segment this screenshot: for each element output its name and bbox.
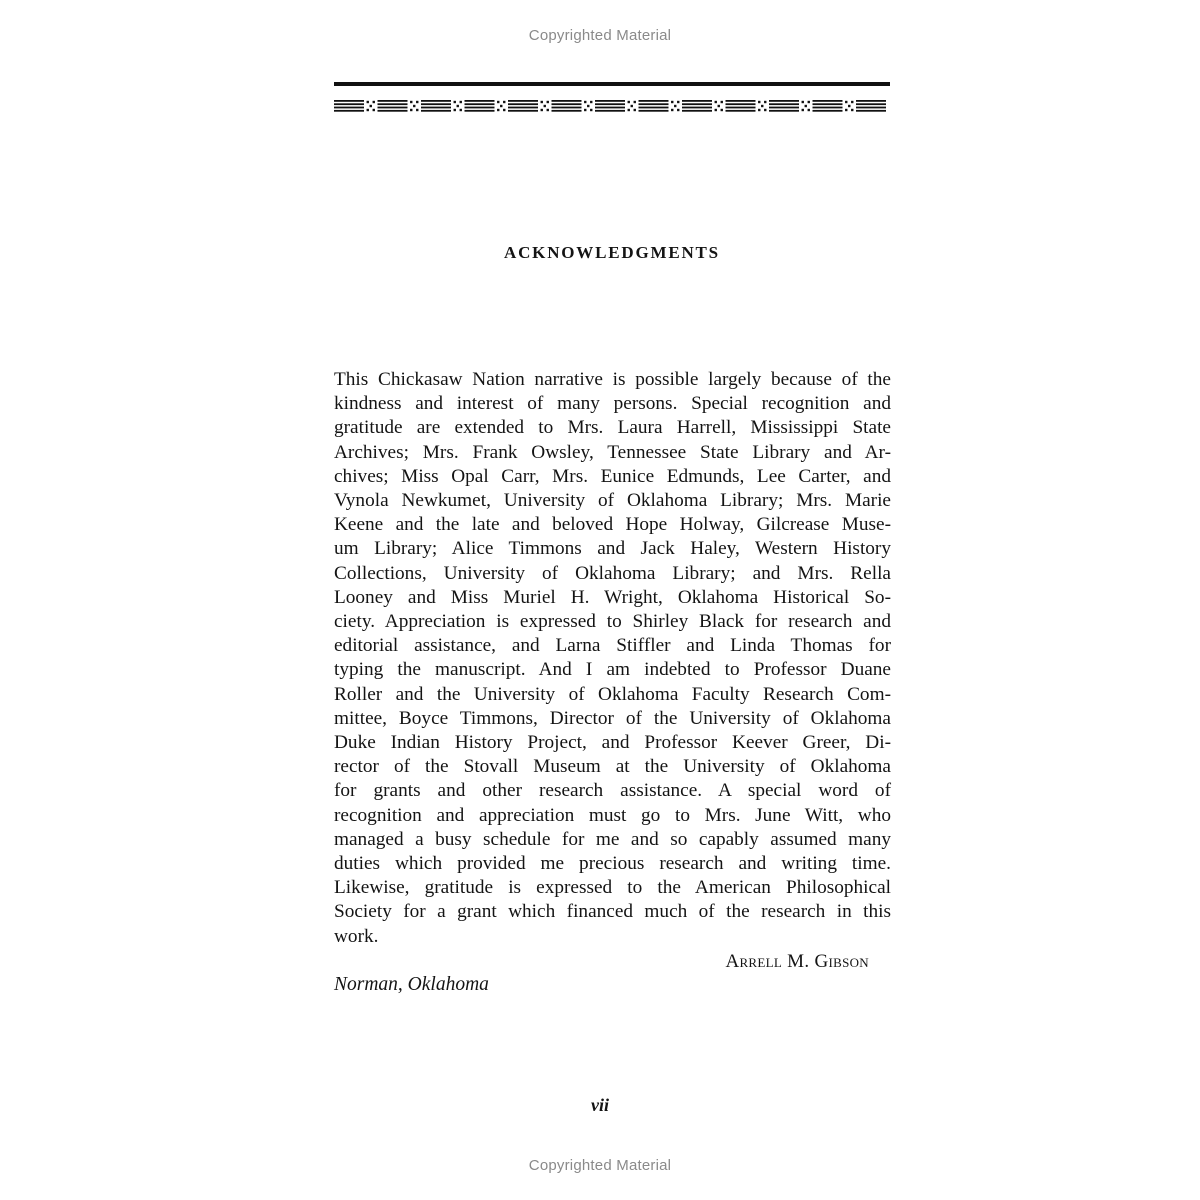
body-line: Vynola Newkumet, University of Oklahoma Library; Mrs. Marie [334,490,891,512]
body-line: recognition and appreciation must go to Mrs. June Witt, who [334,804,891,826]
body-line: managed a busy schedule for me and so capably assumed many [334,828,891,850]
body-line: mittee, Boyce Timmons, Director of the University of Oklahoma [334,707,891,729]
body-line: duties which provided me precious research and writing time. [334,853,891,875]
body-line: Keene and the late and beloved Hope Holway, Gilcrease Muse- [334,514,891,536]
body-line: Looney and Miss Muriel H. Wright, Oklahoma Historical So- [334,586,891,608]
body-line: work. [334,925,379,947]
body-line: Roller and the University of Oklahoma Faculty Research Com- [334,683,891,705]
body-line: This Chickasaw Nation narrative is possible largely because of the [334,369,891,390]
body-line: Likewise, gratitude is expressed to the American Philosophical [334,877,891,899]
body-line: typing the manuscript. And I am indebted to Professor Duane [334,659,891,681]
body-line: Duke Indian History Project, and Professor Keever Greer, Di- [334,732,891,754]
copyright-watermark-top: Copyrighted Material [528,27,672,44]
place-line: Norman, Oklahoma [334,974,489,995]
body-line: ciety. Appreciation is expressed to Shirley Black for research and [334,611,891,633]
body-line: Collections, University of Oklahoma Library; and Mrs. Rella [334,562,891,584]
body-line: for grants and other research assistance. A special word of [334,780,891,802]
copyright-watermark-bottom: Copyrighted Material [528,1157,672,1174]
body-line: rector of the Stovall Museum at the University of Oklahoma [334,756,891,778]
body-line: Archives; Mrs. Frank Owsley, Tennessee State Library and Ar- [334,441,891,463]
body-line: um Library; Alice Timmons and Jack Haley, Western History [334,538,891,560]
page-number: vii [591,1095,609,1115]
page-heading: ACKNOWLEDGMENTS [504,243,720,262]
ornamental-border [334,99,890,113]
body-line: kindness and interest of many persons. Special recognition and [334,393,891,415]
acknowledgments-body [334,368,891,949]
author-signature: Arrell M. Gibson [725,951,869,972]
body-line: Society for a grant which financed much of the research in this [334,901,891,923]
body-line: chives; Miss Opal Carr, Mrs. Eunice Edmunds, Lee Carter, and [334,465,891,487]
header-rule [334,82,890,86]
body-line: editorial assistance, and Larna Stiffler and Linda Thomas for [334,635,891,657]
body-line: gratitude are extended to Mrs. Laura Harrell, Mississippi State [334,417,891,439]
